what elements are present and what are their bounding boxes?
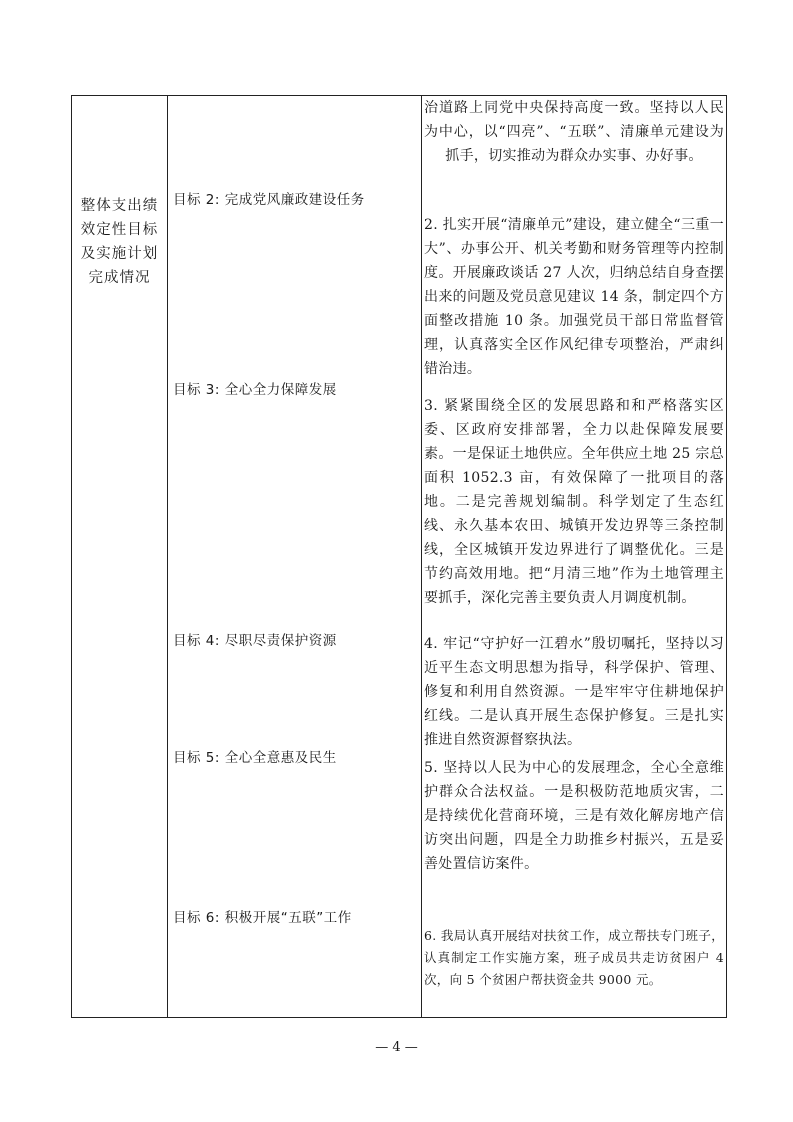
goal-label-6: 目标 6: 积极开展“五联”工作 xyxy=(173,910,352,926)
goal-4-detail: 4. 牢记“守护好一江碧水”殷切嘱托，坚持以习近平生态文明思想为指导，科学保护、管理、修复和利用自然资源。一是牢牢守住耕地保护红线。二是认真开展生态保护修复。三是扎实推进自然资源督察执法。 xyxy=(424,636,724,748)
performance-table xyxy=(71,95,727,1018)
goal-label-2: 目标 2: 完成党风廉政建设任务 xyxy=(173,192,365,208)
page-number: — 4 — xyxy=(375,1040,418,1055)
goal-2-detail: 2. 扎实开展“清廉单元”建设，建立健全“三重一大”、办事公开、机关考勤和财务管理等内控制度。开展廉政谈话 27 人次，归纳总结自身查摆出来的问题及党员意见建议 14 条，制定四个方面整改措施 10 条。加强党员干部日常监督管理，认真落实全区作风纪律专项整治，严肃纠错治违。 xyxy=(424,217,724,377)
category-line: 效定性目标 xyxy=(80,222,159,238)
goal-6-detail: 6. 我局认真开展结对扶贫工作，成立帮扶专门班子，认真制定工作实施方案，班子成员共走访贫困户 4 次，向 5 个贫困户帮扶资金共 9000 元。 xyxy=(424,928,724,987)
goal-5-detail: 5. 坚持以人民为中心的发展理念，全心全意维护群众合法权益。一是积极防范地质灾害，二是持续优化营商环境，三是有效化解房地产信访突出问题，四是全力助推乡村振兴，五是妥善处置信访案件。 xyxy=(424,760,724,872)
goal-label-3: 目标 3: 全心全力保障发展 xyxy=(173,382,337,398)
column-divider-2 xyxy=(421,96,422,1017)
category-line: 及实施计划 xyxy=(80,246,159,262)
goal-label-5: 目标 5: 全心全意惠及民生 xyxy=(173,750,337,766)
goal-1-continued-text: 治道路上同党中央保持高度一致。坚持以人民为中心，以“四亮”、“五联”、清廉单元建设为抓手，切实推动为群众办实事、办好事。 xyxy=(424,100,724,164)
category-cell xyxy=(72,194,167,290)
column-divider-1 xyxy=(167,96,168,1017)
category-line: 完成情况 xyxy=(88,270,151,286)
category-line: 整体支出绩 xyxy=(80,198,159,214)
goal-label-4: 目标 4: 尽职尽责保护资源 xyxy=(173,633,337,649)
goal-3-detail: 3. 紧紧围绕全区的发展思路和和严格落实区委、区政府安排部署，全力以赴保障发展要素。一是保证土地供应。全年供应土地 25 宗总面积 1052.3 亩，有效保障了一批项目的落地。二是完善规划编制。科学划定了生态红线、永久基本农田、城镇开发边界等三条控制线，全区城镇开发边界进行了调整优化。三是节约高效用地。把“月清三地”作为土地管理主要抓手，深化完善主要负责人月调度机制。 xyxy=(424,398,724,606)
